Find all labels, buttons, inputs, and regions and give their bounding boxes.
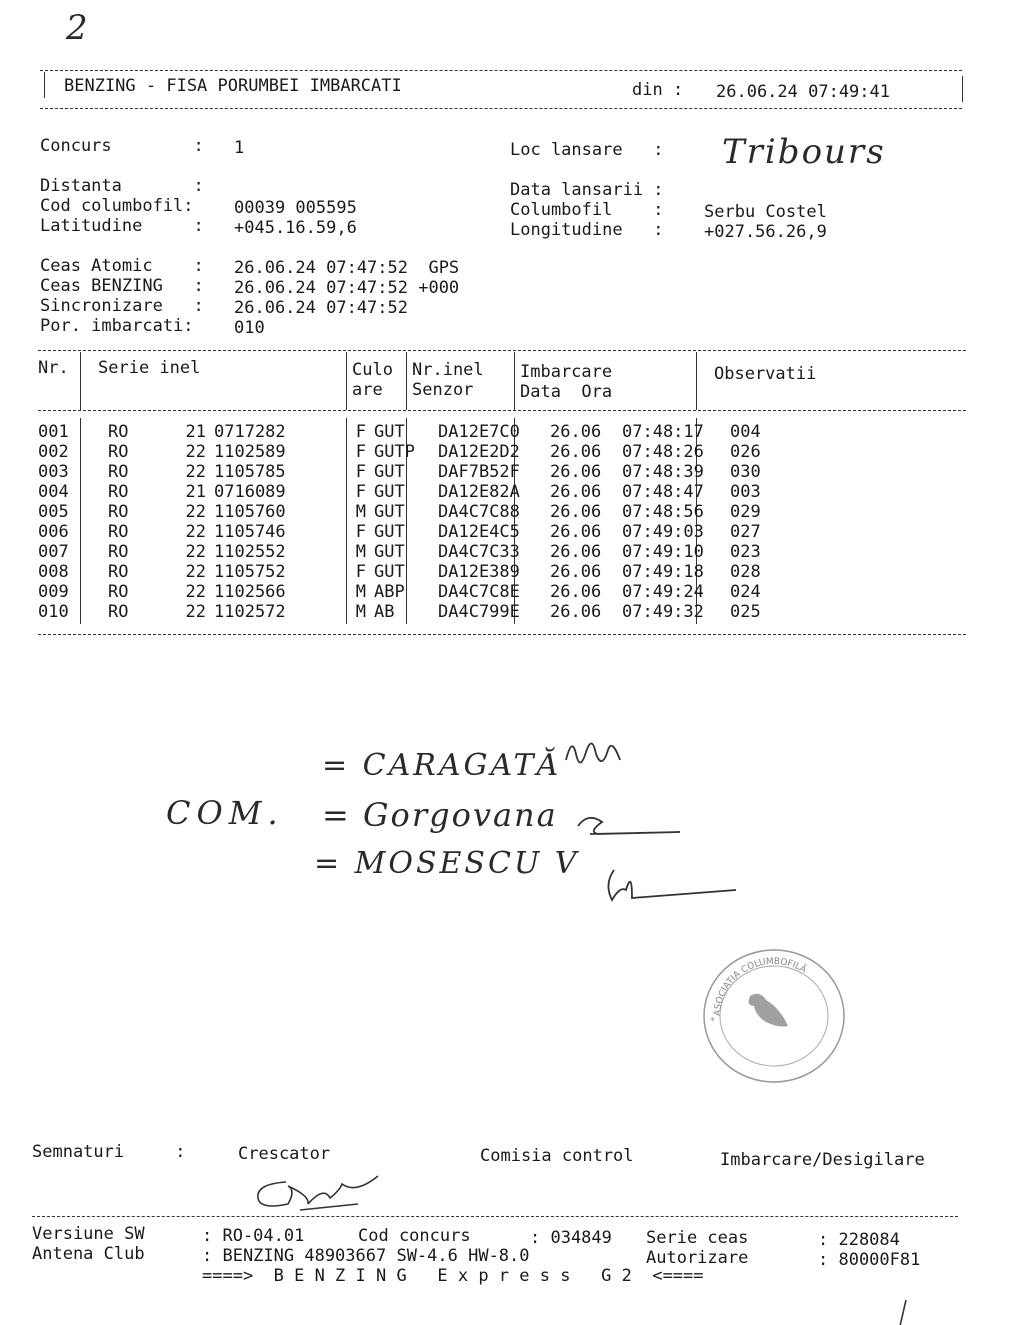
corner-tick (900, 1300, 906, 1325)
signature-mosescu (608, 870, 736, 900)
cell-senzor: DA4C7C33 (438, 542, 520, 562)
table-bottom-rule (38, 634, 966, 635)
cell-nr: 010 (38, 602, 69, 622)
footer-rule (32, 1216, 958, 1217)
cell-inel: 0716089 (214, 482, 286, 502)
commission-label: COM. (166, 794, 284, 832)
cell-culoare: ABP (374, 582, 405, 602)
longitudine-label: Longitudine : (510, 220, 664, 240)
cell-nr: 009 (38, 582, 69, 602)
cell-culoare: AB (374, 602, 395, 622)
pigeon-icon (749, 994, 788, 1027)
col-header-serie-inel: Serie inel (98, 358, 201, 378)
columbofil-value: Serbu Costel (704, 202, 827, 222)
cell-culoare: GUT (374, 562, 405, 582)
cell-culoare: GUT (374, 542, 405, 562)
cell-ora: 07:49:10 (622, 542, 704, 562)
cell-observatii: 026 (730, 442, 761, 462)
cell-observatii: 030 (730, 462, 761, 482)
antena-club-value: : BENZING 48903667 SW-4.6 HW-8.0 (202, 1246, 530, 1266)
cell-an: 22 (185, 502, 206, 522)
cell-senzor: DA4C799E (438, 602, 520, 622)
cell-sex: F (355, 522, 366, 542)
svg-text:*: * (710, 1016, 715, 1027)
serie-ceas-label: Serie ceas (646, 1228, 749, 1248)
por-imbarcati-value: 010 (234, 318, 265, 338)
col-header-nr-inel-1: Nr.inel (412, 360, 484, 380)
cell-inel: 1102566 (214, 582, 286, 602)
commission-member-2: = Gorgovana (322, 796, 558, 834)
cod-concurs-value: : 034849 (530, 1228, 612, 1248)
header-left-rule (44, 72, 45, 98)
cell-senzor: DA12E7C0 (438, 422, 520, 442)
cell-nr: 004 (38, 482, 69, 502)
cell-observatii: 029 (730, 502, 761, 522)
cell-inel: 1105752 (214, 562, 286, 582)
col-header-nr: Nr. (38, 358, 69, 378)
cell-observatii: 028 (730, 562, 761, 582)
antena-club-label: Antena Club (32, 1244, 145, 1264)
header-top-rule (40, 70, 962, 71)
cell-ora: 07:49:32 (622, 602, 704, 622)
data-lansarii-label: Data lansarii : (510, 180, 664, 200)
cell-an: 22 (185, 602, 206, 622)
cell-tara: RO (108, 582, 129, 602)
cell-ora: 07:48:39 (622, 462, 704, 482)
imbarcare-desigilare-label: Imbarcare/Desigilare (720, 1150, 925, 1170)
versiune-sw-label: Versiune SW (32, 1224, 145, 1244)
din-value: 26.06.24 07:49:41 (716, 82, 890, 102)
latitudine-value: +045.16.59,6 (234, 218, 357, 238)
cell-sex: F (355, 562, 366, 582)
cell-an: 22 (185, 522, 206, 542)
cell-data: 26.06 (550, 562, 602, 582)
cell-tara: RO (108, 502, 129, 522)
loc-lansare-handwritten: Tribours (722, 132, 886, 172)
header-right-rule (962, 76, 963, 102)
cell-data: 26.06 (550, 482, 602, 502)
table-row (38, 562, 790, 582)
col-header-nr-inel-2: Senzor (412, 380, 474, 400)
document-title: BENZING - FISA PORUMBEI IMBARCATI (64, 76, 402, 96)
cell-ora: 07:49:18 (622, 562, 704, 582)
cell-nr: 007 (38, 542, 69, 562)
col-header-culoare-1: Culo (352, 360, 393, 380)
cell-sex: M (355, 542, 366, 562)
cell-tara: RO (108, 522, 129, 542)
cell-observatii: 025 (730, 602, 761, 622)
cell-senzor: DA12E2D2 (438, 442, 520, 462)
cell-tara: RO (108, 482, 129, 502)
ceas-benzing-value: 26.06.24 07:47:52 +000 (234, 278, 460, 298)
cell-tara: RO (108, 602, 129, 622)
signature-gorgovana (578, 818, 680, 834)
cell-ora: 07:48:26 (622, 442, 704, 462)
cell-ora: 07:48:47 (622, 482, 704, 502)
col-header-culoare-2: are (352, 380, 383, 400)
cell-inel: 1105760 (214, 502, 286, 522)
ceas-atomic-value: 26.06.24 07:47:52 GPS (234, 258, 460, 278)
cell-ora: 07:48:17 (622, 422, 704, 442)
col-sep-imbarcare (696, 352, 697, 410)
cell-culoare: GUT (374, 462, 405, 482)
cell-culoare: GUT (374, 422, 405, 442)
cell-tara: RO (108, 562, 129, 582)
cell-an: 22 (185, 442, 206, 462)
cell-senzor: DA12E4C5 (438, 522, 520, 542)
cell-an: 21 (185, 482, 206, 502)
cell-ora: 07:49:24 (622, 582, 704, 602)
ceas-atomic-label: Ceas Atomic : (40, 256, 204, 276)
cell-senzor: DA12E82A (438, 482, 520, 502)
col-header-imbarcare-2: Data Ora (520, 382, 613, 402)
table-row (38, 502, 790, 522)
cell-sex: M (355, 502, 366, 522)
table-header-bottom-rule (38, 410, 966, 411)
cell-data: 26.06 (550, 442, 602, 462)
cell-sex: M (355, 602, 366, 622)
serie-ceas-value: : 228084 (818, 1230, 900, 1250)
longitudine-value: +027.56.26,9 (704, 222, 827, 242)
signature-crescator (258, 1176, 378, 1210)
por-imbarcati-label: Por. imbarcati: (40, 316, 194, 336)
cell-tara: RO (108, 542, 129, 562)
cell-nr: 008 (38, 562, 69, 582)
autorizare-label: Autorizare (646, 1248, 749, 1268)
cell-senzor: DAF7B52F (438, 462, 520, 482)
cell-an: 22 (185, 582, 206, 602)
col-sep-serie (346, 352, 347, 410)
table-row (38, 582, 790, 602)
cell-culoare: GUT (374, 522, 405, 542)
cell-tara: RO (108, 462, 129, 482)
cell-inel: 1102552 (214, 542, 286, 562)
cell-an: 22 (185, 562, 206, 582)
cell-data: 26.06 (550, 602, 602, 622)
table-row (38, 522, 790, 542)
loc-lansare-label: Loc lansare : (510, 140, 664, 160)
sincronizare-label: Sincronizare : (40, 296, 204, 316)
signature-caragata (566, 743, 620, 762)
cell-culoare: GUTP (374, 442, 415, 462)
association-stamp (700, 944, 850, 1084)
cell-senzor: DA12E389 (438, 562, 520, 582)
col-sep-culoare (406, 352, 407, 410)
cell-inel: 0717282 (214, 422, 286, 442)
latitudine-label: Latitudine : (40, 216, 204, 236)
table-top-rule (38, 350, 966, 351)
cell-sex: F (355, 442, 366, 462)
sincronizare-value: 26.06.24 07:47:52 (234, 298, 408, 318)
cell-observatii: 004 (730, 422, 761, 442)
stamp-text: ASOCIATIA COLUMBOFILĂ (712, 956, 808, 1017)
cell-data: 26.06 (550, 502, 602, 522)
cell-inel: 1102589 (214, 442, 286, 462)
concurs-label: Concurs : (40, 136, 204, 156)
autorizare-value: : 80000F81 (818, 1250, 921, 1270)
cell-an: 22 (185, 462, 206, 482)
cod-concurs-label: Cod concurs (358, 1226, 471, 1246)
benzing-express-brand: ====> B E N Z I N G E x p r e s s G 2 <==== (202, 1266, 704, 1286)
pigeon-table (38, 422, 790, 622)
din-label: din : (632, 80, 684, 100)
cell-observatii: 003 (730, 482, 761, 502)
col-sep-senzor (514, 352, 515, 410)
header-bottom-rule (40, 108, 962, 109)
cell-tara: RO (108, 442, 129, 462)
cell-nr: 002 (38, 442, 69, 462)
col-sep-nr (80, 352, 81, 410)
table-row (38, 422, 790, 442)
cell-sex: F (355, 462, 366, 482)
table-row (38, 542, 790, 562)
cell-culoare: GUT (374, 482, 405, 502)
cell-data: 26.06 (550, 582, 602, 602)
distanta-label: Distanta : (40, 176, 204, 196)
cell-nr: 003 (38, 462, 69, 482)
columbofil-label: Columbofil : (510, 200, 664, 220)
cell-inel: 1105746 (214, 522, 286, 542)
commission-member-3: = MOSESCU V (314, 846, 580, 881)
crescator-label: Crescator (238, 1144, 331, 1164)
cell-inel: 1105785 (214, 462, 286, 482)
cell-an: 21 (185, 422, 206, 442)
concurs-value: 1 (234, 138, 245, 158)
table-row (38, 462, 790, 482)
cell-nr: 005 (38, 502, 69, 522)
cell-ora: 07:48:56 (622, 502, 704, 522)
cell-sex: M (355, 582, 366, 602)
table-row (38, 442, 790, 462)
cell-data: 26.06 (550, 542, 602, 562)
cell-observatii: 023 (730, 542, 761, 562)
cell-sex: F (355, 422, 366, 442)
cell-tara: RO (108, 422, 129, 442)
corner-mark: 2 (66, 8, 88, 48)
semnaturi-label: Semnaturi : (32, 1142, 186, 1162)
versiune-sw-value: : RO-04.01 (202, 1226, 305, 1246)
cell-nr: 006 (38, 522, 69, 542)
cell-observatii: 027 (730, 522, 761, 542)
cod-columbofil-value: 00039 005595 (234, 198, 357, 218)
cell-ora: 07:49:03 (622, 522, 704, 542)
col-header-imbarcare-1: Imbarcare (520, 362, 613, 382)
cell-inel: 1102572 (214, 602, 286, 622)
table-row (38, 602, 790, 622)
cell-an: 22 (185, 542, 206, 562)
commission-member-1: = CARAGATĂ (322, 748, 562, 783)
cell-data: 26.06 (550, 522, 602, 542)
cell-nr: 001 (38, 422, 69, 442)
ceas-benzing-label: Ceas BENZING : (40, 276, 204, 296)
cell-data: 26.06 (550, 422, 602, 442)
col-header-observatii: Observatii (714, 364, 817, 384)
cell-data: 26.06 (550, 462, 602, 482)
cell-observatii: 024 (730, 582, 761, 602)
cell-sex: F (355, 482, 366, 502)
cell-senzor: DA4C7C8E (438, 582, 520, 602)
comisia-control-label: Comisia control (480, 1146, 634, 1166)
cod-columbofil-label: Cod columbofil: (40, 196, 194, 216)
cell-senzor: DA4C7C88 (438, 502, 520, 522)
cell-culoare: GUT (374, 502, 405, 522)
table-row (38, 482, 790, 502)
